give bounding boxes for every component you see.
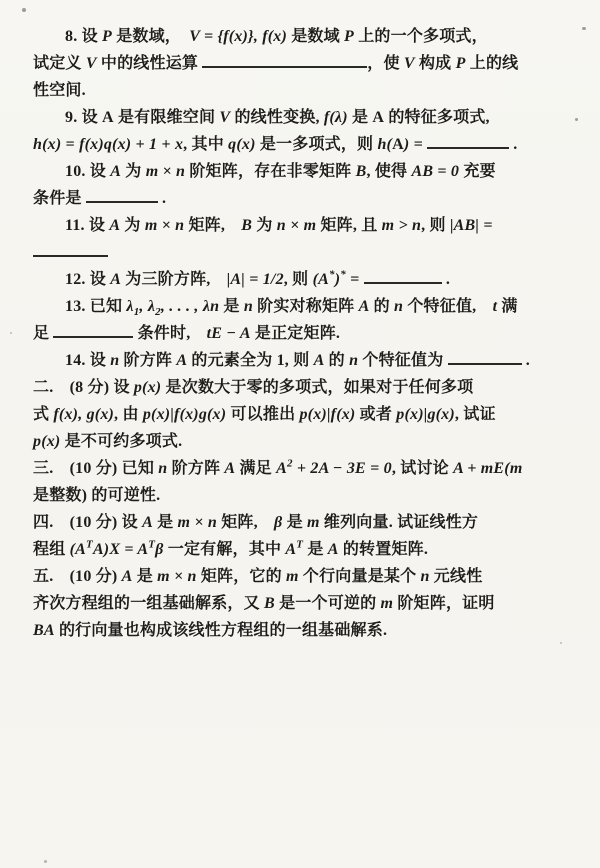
math-run: A: [110, 271, 122, 288]
math-run: V = {f(x)}, f(x): [189, 28, 288, 45]
text-run: 13. 已知: [65, 298, 127, 315]
text-run: 的线性变换,: [230, 109, 324, 126]
text-run: 中的线性运算: [96, 55, 203, 72]
answer-blank: [202, 51, 367, 68]
text-run: 的行向量也构成该线性方程组的一组基础解系.: [54, 622, 388, 639]
text-run: 是正定矩阵.: [250, 325, 341, 342]
question-q12: [33, 266, 576, 293]
text-run: 三. (10 分) 已知: [33, 460, 159, 477]
math-run: P: [455, 55, 466, 72]
math-run: AB = 0: [411, 163, 460, 180]
math-run: (A: [312, 271, 329, 288]
superscript-run: T: [86, 538, 93, 551]
text-run: .: [521, 352, 531, 369]
text-run: 阶实对称矩阵: [252, 298, 359, 315]
text-run: 矩阵,: [184, 217, 242, 234]
text-run: 是: [303, 541, 328, 558]
text-run: .: [157, 190, 167, 207]
math-run: A: [109, 217, 121, 234]
text-run: 的元素全为 1, 则: [187, 352, 314, 369]
math-run: =: [345, 271, 364, 288]
math-run: p(x)|g(x): [396, 406, 455, 423]
math-run: m × n: [157, 568, 197, 585]
math-run: n: [420, 568, 430, 585]
math-run: n: [110, 352, 120, 369]
math-run: |A| = 1/2: [226, 271, 284, 288]
text-run: 为三阶方阵,: [121, 271, 227, 288]
math-run: n: [394, 298, 404, 315]
math-run: n: [349, 352, 359, 369]
text-run: , 则: [283, 271, 313, 288]
text-run: 是一多项式，则: [255, 136, 378, 153]
subscript-run: 1: [133, 306, 140, 319]
math-run: β: [274, 514, 283, 531]
math-run: A: [142, 514, 153, 531]
math-run: (A: [69, 541, 87, 558]
text-run: 是: [219, 298, 244, 315]
scan-speck: [44, 860, 47, 863]
math-run: p(x): [133, 379, 162, 396]
text-run: 为: [120, 217, 145, 234]
question-q10: [33, 158, 576, 212]
scan-speck: [560, 642, 562, 644]
superscript-run: T: [148, 538, 156, 551]
text-run: 的: [369, 298, 395, 315]
answer-blank: [427, 132, 509, 149]
math-run: P: [102, 28, 112, 45]
text-run: 11. 设: [65, 217, 110, 234]
text-run: , 则: [421, 217, 450, 234]
scan-speck: [10, 332, 12, 334]
text-run: 是数域，: [112, 28, 190, 45]
text-run: 是数域: [287, 28, 345, 45]
text-run: 是有限维空间: [113, 109, 220, 126]
text-run: 是整数) 的可逆性.: [33, 487, 161, 504]
superscript-run: *: [329, 268, 335, 281]
math-run: ): [334, 271, 341, 288]
text-run: 充要: [459, 163, 496, 180]
bold-math-run: A: [372, 109, 385, 126]
math-run: m: [286, 568, 299, 585]
question-q14: [33, 347, 576, 374]
text-run: 可以推出: [226, 406, 300, 423]
superscript-run: *: [340, 268, 346, 281]
text-run: 性空间.: [33, 82, 86, 99]
text-run: 9. 设: [65, 109, 103, 126]
text-run: 条件是: [33, 190, 86, 207]
question-d2: [33, 374, 576, 455]
math-run: n: [158, 460, 168, 477]
scan-speck: [22, 8, 26, 12]
text-run: 或者: [355, 406, 397, 423]
text-run: 矩阵,: [217, 514, 275, 531]
math-run: B: [241, 217, 253, 234]
text-run: 足: [33, 325, 54, 342]
text-run: 构成: [414, 55, 456, 72]
math-run: A)X = A: [92, 541, 149, 558]
text-run: , 使得: [366, 163, 412, 180]
math-run: B: [355, 163, 367, 180]
question-q11: [33, 212, 576, 266]
text-run: 个特征值,: [403, 298, 493, 315]
math-run: tE − A: [206, 325, 251, 342]
question-d3: [33, 455, 576, 509]
scan-speck: [575, 118, 578, 121]
text-run: 式: [33, 406, 54, 423]
math-run: m: [307, 514, 320, 531]
text-run: 为: [252, 217, 277, 234]
answer-blank: [86, 186, 158, 203]
text-run: 阶方阵: [167, 460, 225, 477]
math-run: A: [276, 460, 287, 477]
text-run: 个特征值为: [358, 352, 448, 369]
text-run: 12. 设: [65, 271, 111, 288]
math-run: P: [344, 28, 355, 45]
math-run: p(x): [33, 433, 61, 450]
math-run: |AB| =: [449, 217, 493, 234]
text-run: 是: [282, 514, 308, 531]
math-run: B: [264, 595, 275, 612]
math-run: f(λ): [323, 109, 348, 126]
subscript-run: 2: [155, 306, 161, 319]
math-run: A: [121, 568, 133, 585]
text-run: 8. 设: [65, 28, 103, 45]
math-run: p(x)|f(x)g(x): [142, 406, 227, 423]
math-run: t: [492, 298, 498, 315]
math-run: m × n: [145, 163, 186, 180]
text-run: 五. (10 分): [33, 568, 122, 585]
math-run: h(x) = f(x)q(x) + 1 + x: [33, 136, 184, 153]
question-q9: [33, 104, 576, 158]
superscript-run: T: [296, 538, 304, 551]
math-run: A: [327, 541, 339, 558]
math-run: q(x): [228, 136, 256, 153]
text-run: 矩阵, 且: [316, 217, 382, 234]
math-run: ) =: [403, 136, 428, 153]
text-run: , 其中: [183, 136, 229, 153]
math-run: V: [219, 109, 231, 126]
math-run: , . . . , λn: [160, 298, 220, 315]
text-run: 个行向量是某个: [298, 568, 421, 585]
text-run: , 试讨论: [391, 460, 454, 477]
text-run: 10. 设: [65, 163, 111, 180]
math-run: V: [85, 55, 97, 72]
answer-blank: [53, 321, 133, 338]
text-run: , 试证: [454, 406, 496, 423]
superscript-run: 2: [286, 457, 293, 470]
math-run: p(x)|f(x): [299, 406, 356, 423]
math-run: A: [313, 352, 325, 369]
text-run: 二. (8 分) 设: [33, 379, 134, 396]
text-run: 的特征多项式,: [384, 109, 490, 126]
answer-blank: [364, 267, 442, 284]
text-run: .: [509, 136, 518, 153]
text-run: 阶方阵: [119, 352, 177, 369]
math-run: n: [243, 298, 253, 315]
math-run: A + mE(m: [453, 460, 523, 477]
text-run: , 由: [114, 406, 143, 423]
question-d4: [33, 509, 576, 563]
math-run: n × m: [276, 217, 317, 234]
text-run: 是不可约多项式.: [60, 433, 183, 450]
text-run: 维列向量. 试证线性方: [319, 514, 479, 531]
math-run: A: [110, 163, 122, 180]
text-run: 是: [152, 514, 178, 531]
math-run: A: [224, 460, 236, 477]
math-run: m > n: [381, 217, 422, 234]
text-run: 四. (10 分) 设: [33, 514, 143, 531]
math-run: BA: [33, 622, 55, 639]
math-run: A: [358, 298, 370, 315]
text-run: 是: [347, 109, 373, 126]
text-run: 上的线: [465, 55, 519, 72]
question-q8: [33, 23, 576, 104]
text-run: 是次数大于零的多项式，如果对于任何多项: [161, 379, 474, 396]
question-q13: [33, 293, 576, 347]
math-run: m × n: [177, 514, 218, 531]
question-d5: [33, 563, 576, 644]
text-run: 一定有解，其中: [163, 541, 286, 558]
text-run: 齐次方程组的一组基础解系，又: [33, 595, 265, 612]
math-run: A: [176, 352, 188, 369]
text-run: 阶矩阵，证明: [393, 595, 495, 612]
math-run: + 2A − 3E = 0: [292, 460, 392, 477]
text-run: 满足: [235, 460, 277, 477]
answer-blank: [33, 240, 108, 257]
math-run: f(x), g(x): [53, 406, 115, 423]
math-run: β: [155, 541, 164, 558]
text-run: .: [441, 271, 451, 288]
text-run: 满: [497, 298, 518, 315]
text-run: 阶矩阵，存在非零矩阵: [185, 163, 356, 180]
answer-blank: [448, 348, 522, 365]
text-run: 是: [132, 568, 158, 585]
math-run: m: [380, 595, 394, 612]
bold-math-run: A: [102, 109, 114, 126]
math-run: , λ: [139, 298, 156, 315]
text-run: 条件时,: [133, 325, 207, 342]
math-run: λ: [126, 298, 134, 315]
text-run: 上的一个多项式，: [354, 28, 488, 45]
bold-math-run: A: [392, 136, 404, 153]
text-run: 试定义: [33, 55, 86, 72]
text-run: 是一个可逆的: [274, 595, 381, 612]
text-run: ，使: [367, 55, 404, 72]
math-run: V: [403, 55, 415, 72]
scan-speck: [582, 27, 586, 30]
math-run: h(: [377, 136, 393, 153]
text-run: 程组: [33, 541, 70, 558]
math-run: A: [285, 541, 297, 558]
text-run: 的: [324, 352, 350, 369]
text-run: 为: [121, 163, 146, 180]
text-run: 矩阵，它的: [196, 568, 287, 585]
math-run: m × n: [144, 217, 185, 234]
text-run: 元线性: [429, 568, 483, 585]
text-run: 14. 设: [65, 352, 111, 369]
text-run: 的转置矩阵.: [338, 541, 429, 558]
